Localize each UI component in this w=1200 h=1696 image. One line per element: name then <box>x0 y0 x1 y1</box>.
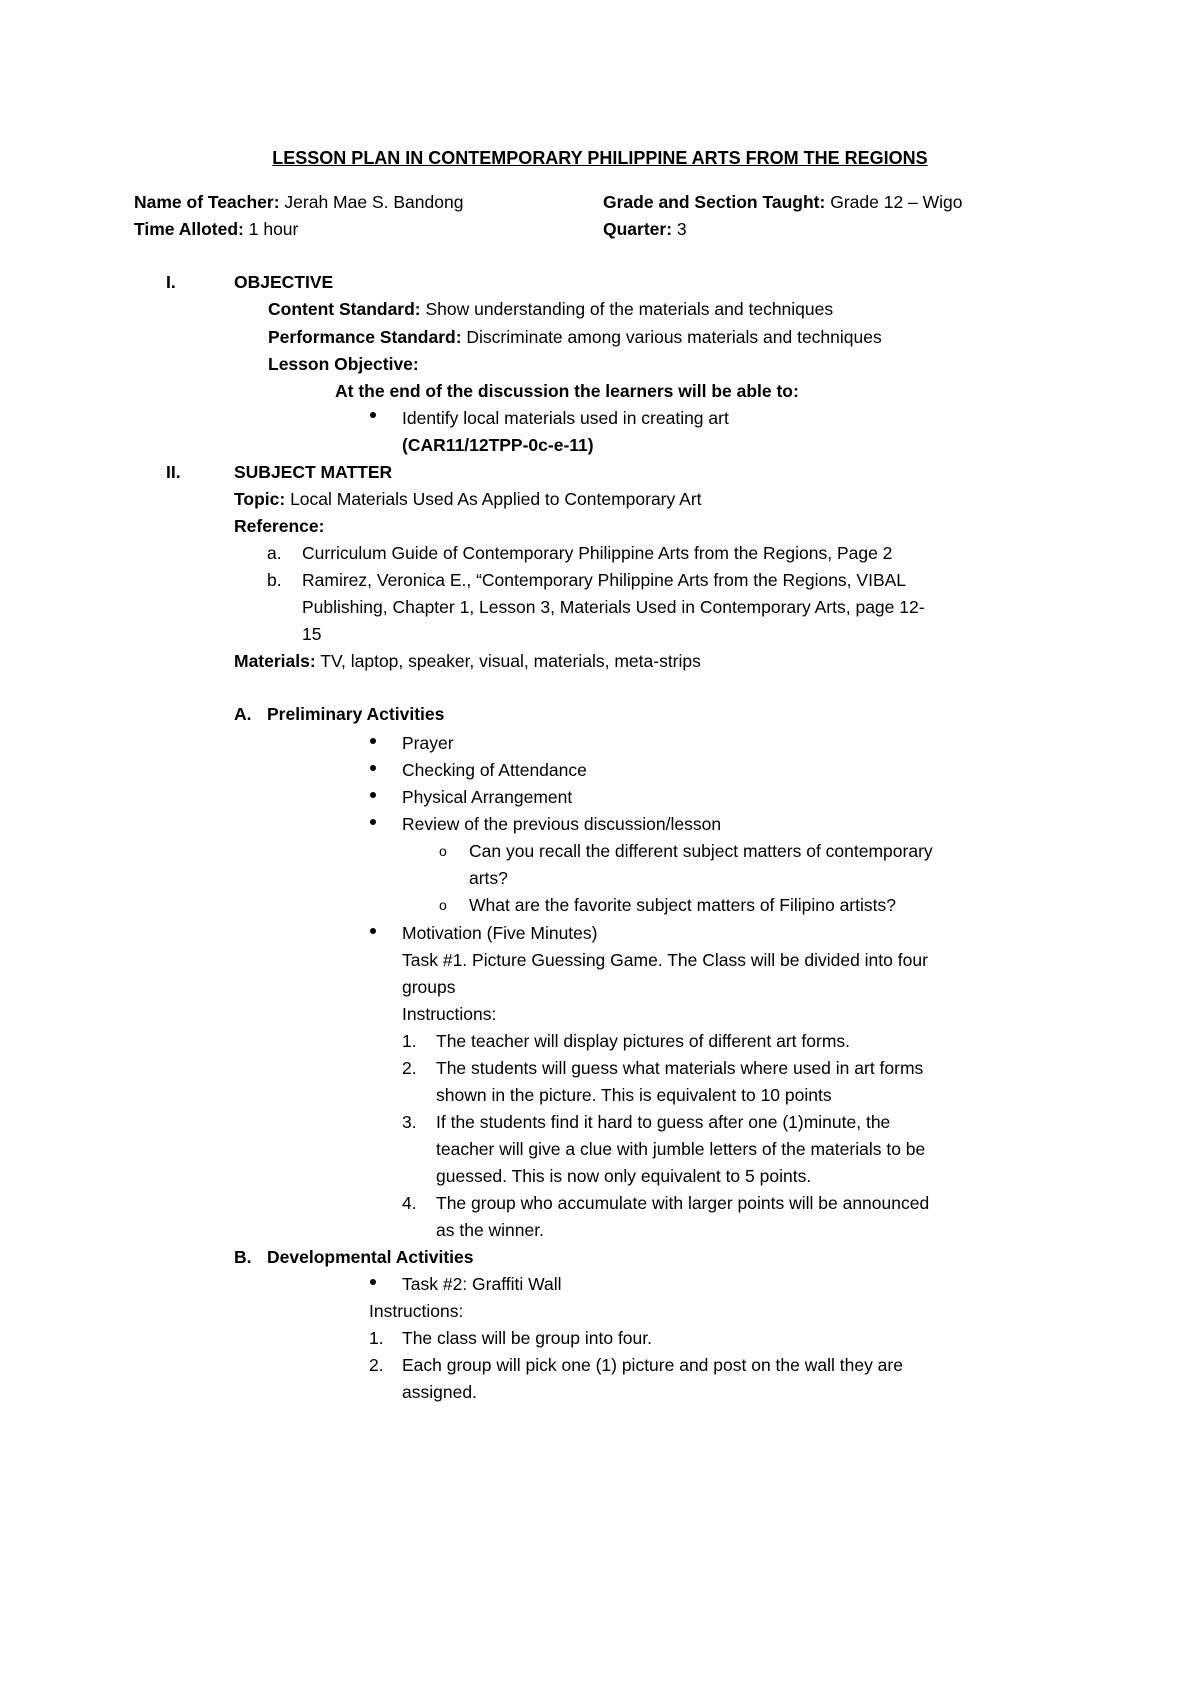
competency-code: (CAR11/12TPP-0c-e-11) <box>402 435 594 455</box>
content-standard <box>268 297 833 321</box>
step-text: The teacher will display pictures of different art forms. <box>436 1031 851 1051</box>
performance-standard-label: Performance Standard: <box>268 327 462 347</box>
topic-label: Topic: <box>234 489 286 509</box>
section1-heading: OBJECTIVE <box>234 272 334 292</box>
teacher-label: Name of Teacher: <box>134 192 280 212</box>
step-number: 3. <box>402 1112 417 1132</box>
end-statement: At the end of the discussion the learners will be able to: <box>335 381 799 401</box>
step-text: The group who accumulate with larger points will be announced <box>436 1193 930 1213</box>
step-number: 1. <box>402 1031 417 1051</box>
bullet-icon <box>370 819 376 825</box>
section2-numeral: II. <box>166 462 181 482</box>
step-number: 2. <box>369 1355 384 1375</box>
time-row <box>134 217 298 241</box>
partA-instructions-label: Instructions: <box>402 1004 497 1024</box>
motivation-item: Motivation (Five Minutes) <box>402 923 598 943</box>
quarter-label: Quarter: <box>603 219 673 239</box>
ref-b-line1: Ramirez, Veronica E., “Contemporary Philippine Arts from the Regions, VIBAL <box>302 570 907 590</box>
step-number: 1. <box>369 1328 384 1348</box>
reference-label: Reference: <box>234 516 325 536</box>
materials-value: TV, laptop, speaker, visual, materials, meta-strips <box>315 651 701 671</box>
objective-item: Identify local materials used in creating art <box>402 408 729 428</box>
partB-heading: Developmental Activities <box>267 1247 474 1267</box>
ref-a-marker: a. <box>267 543 282 563</box>
grade-value: Grade 12 – Wigo <box>825 192 963 212</box>
teacher-row <box>134 190 463 214</box>
lesson-objective-label: Lesson Objective: <box>268 354 419 374</box>
step-text: The class will be group into four. <box>402 1328 652 1348</box>
partA-heading: Preliminary Activities <box>267 704 445 724</box>
ref-a: Curriculum Guide of Contemporary Philippine Arts from the Regions, Page 2 <box>302 543 893 563</box>
step-text: Each group will pick one (1) picture and post on the wall they are <box>402 1355 903 1375</box>
ref-b-line2: Publishing, Chapter 1, Lesson 3, Materials Used in Contemporary Arts, page 12- <box>302 597 925 617</box>
list-item: Prayer <box>402 733 454 753</box>
partB-marker: B. <box>234 1247 252 1267</box>
step-text: teacher will give a clue with jumble letters of the materials to be <box>436 1139 926 1159</box>
task2-item: Task #2: Graffiti Wall <box>402 1274 562 1294</box>
step-text: assigned. <box>402 1382 477 1402</box>
bullet-icon <box>370 412 376 418</box>
bullet-icon <box>370 765 376 771</box>
teacher-value: Jerah Mae S. Bandong <box>279 192 464 212</box>
grade-row <box>603 190 963 214</box>
grade-label: Grade and Section Taught: <box>603 192 826 212</box>
step-text: shown in the picture. This is equivalent to 10 points <box>436 1085 832 1105</box>
document-title: LESSON PLAN IN CONTEMPORARY PHILIPPINE ARTS FROM THE REGIONS <box>272 148 928 168</box>
step-text: as the winner. <box>436 1220 544 1240</box>
bullet-icon <box>370 792 376 798</box>
step-number: 4. <box>402 1193 417 1213</box>
quarter-value: 3 <box>672 219 687 239</box>
section2-heading: SUBJECT MATTER <box>234 462 393 482</box>
bullet-icon <box>370 1279 376 1285</box>
step-number: 2. <box>402 1058 417 1078</box>
sub-item-1-line1: Can you recall the different subject matters of contemporary <box>469 841 933 861</box>
ref-b-line3: 15 <box>302 624 322 644</box>
ref-b-marker: b. <box>267 570 282 590</box>
task1-line1: Task #1. Picture Guessing Game. The Class will be divided into four <box>402 950 928 970</box>
sub-item-2: What are the favorite subject matters of Filipino artists? <box>469 895 896 915</box>
list-item: Review of the previous discussion/lesson <box>402 814 722 834</box>
step-text: guessed. This is now only equivalent to 5 points. <box>436 1166 812 1186</box>
sub-item-1-line2: arts? <box>469 868 508 888</box>
quarter-row <box>603 217 687 241</box>
bullet-icon <box>370 738 376 744</box>
content-standard-label: Content Standard: <box>268 299 421 319</box>
partA-marker: A. <box>234 704 252 724</box>
bullet-icon <box>370 928 376 934</box>
list-item: Physical Arrangement <box>402 787 573 807</box>
time-value: 1 hour <box>243 219 299 239</box>
task1-line2: groups <box>402 977 456 997</box>
step-text: If the students find it hard to guess after one (1)minute, the <box>436 1112 891 1132</box>
content-standard-value: Show understanding of the materials and techniques <box>420 299 834 319</box>
step-text: The students will guess what materials where used in art forms <box>436 1058 924 1078</box>
materials-row <box>234 649 701 673</box>
time-label: Time Alloted: <box>134 219 244 239</box>
materials-label: Materials: <box>234 651 316 671</box>
performance-standard-value: Discriminate among various materials and techniques <box>461 327 882 347</box>
circle-bullet-icon: o <box>439 897 447 913</box>
partB-instructions-label: Instructions: <box>369 1301 464 1321</box>
section1-numeral: I. <box>166 272 176 292</box>
circle-bullet-icon: o <box>439 843 447 859</box>
topic-value: Local Materials Used As Applied to Contemporary Art <box>285 489 702 509</box>
list-item: Checking of Attendance <box>402 760 587 780</box>
topic-row <box>234 487 702 511</box>
performance-standard <box>268 325 882 349</box>
